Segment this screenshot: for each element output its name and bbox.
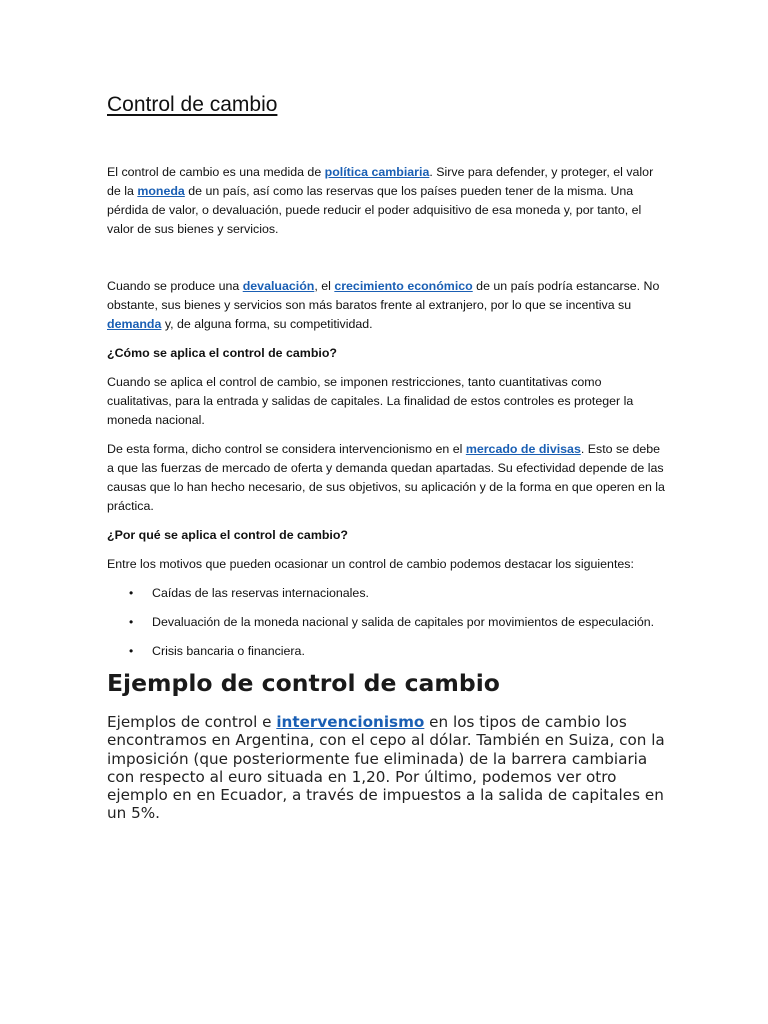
list-item [107,584,667,603]
link-politica-cambiaria[interactable]: política cambiaria [324,165,430,179]
link-mercado-de-divisas[interactable]: mercado de divisas [465,442,581,456]
paragraph-text: . Sirve para defender, y proteger, el valor de la [107,165,654,198]
page-title: Control de cambio [107,93,278,116]
paragraph-intervencionismo [107,440,667,516]
motivos-list [107,584,667,661]
list-item [107,642,667,661]
paragraph-text: El control de cambio es una medida de [107,165,325,179]
link-crecimiento-economico[interactable]: crecimiento económico [334,279,473,293]
list-item-text: Devaluación de la moneda nacional y salida de capitales por movimientos de especulación. [152,615,655,629]
question-heading-como: ¿Cómo se aplica el control de cambio? [107,346,337,360]
link-demanda[interactable]: demanda [107,317,162,331]
paragraph-text: de un país podría estancarse. No obstante, sus bienes y servicios son más baratos frente al extranjero, por lo que se incentiva su [107,279,660,312]
paragraph-text: en los tipos de cambio los encontramos en Argentina, con el cepo al dólar. También en Suiza, con la imposición (que posteriormente fue eliminada) de la barrera cambiaria con respecto al euro situada en 1,20. Por último, podemos ver otro ejemplo en en Ecuador, a través de impuestos a la salida de capitales en un 5%. [107,713,665,823]
paragraph-text: De esta forma, dicho control se considera intervencionismo en el [107,442,466,456]
paragraph-restricciones: Cuando se aplica el control de cambio, se imponen restricciones, tanto cuantitativas como cualitativas, para la entrada y salidas de capitales. La finalidad de estos controles es proteger la moneda nacional. [107,375,634,427]
paragraph-motivos: Entre los motivos que pueden ocasionar un control de cambio podemos destacar los siguientes: [107,557,634,571]
section-heading-ejemplo: Ejemplo de control de cambio [107,669,500,697]
paragraph-text: . Esto se debe a que las fuerzas de mercado de oferta y demanda quedan apartadas. Su efectividad depende de las causas que lo han hecho necesario, de sus objetivos, su aplicación y de la forma en que operen en la práctica. [107,442,665,513]
paragraph-text: Cuando se produce una [107,279,243,293]
bullet-icon: • [129,644,134,658]
bullet-icon: • [129,586,134,600]
paragraph-text: y, de alguna forma, su competitividad. [161,317,373,331]
document-page [107,90,667,823]
link-moneda[interactable]: moneda [137,184,185,198]
paragraph-devaluacion [107,277,667,334]
question-heading-por-que: ¿Por qué se aplica el control de cambio? [107,528,348,542]
list-item-text: Caídas de las reservas internacionales. [152,586,369,600]
bullet-icon: • [129,615,134,629]
paragraph-intro [107,163,667,239]
link-devaluacion[interactable]: devaluación [242,279,315,293]
paragraph-text: Ejemplos de control e [107,713,277,731]
paragraph-text: , el [314,279,335,293]
list-item [107,613,667,632]
paragraph-text: de un país, así como las reservas que los países pueden tener de la misma. Una pérdida de valor, o devaluación, puede reducir el poder adquisitivo de esa moneda y, por tanto, el valor de sus bienes y servicios. [107,184,642,236]
link-intervencionismo[interactable]: intervencionismo [276,713,425,731]
paragraph-ejemplo [107,713,667,823]
list-item-text: Crisis bancaria o financiera. [152,644,305,658]
